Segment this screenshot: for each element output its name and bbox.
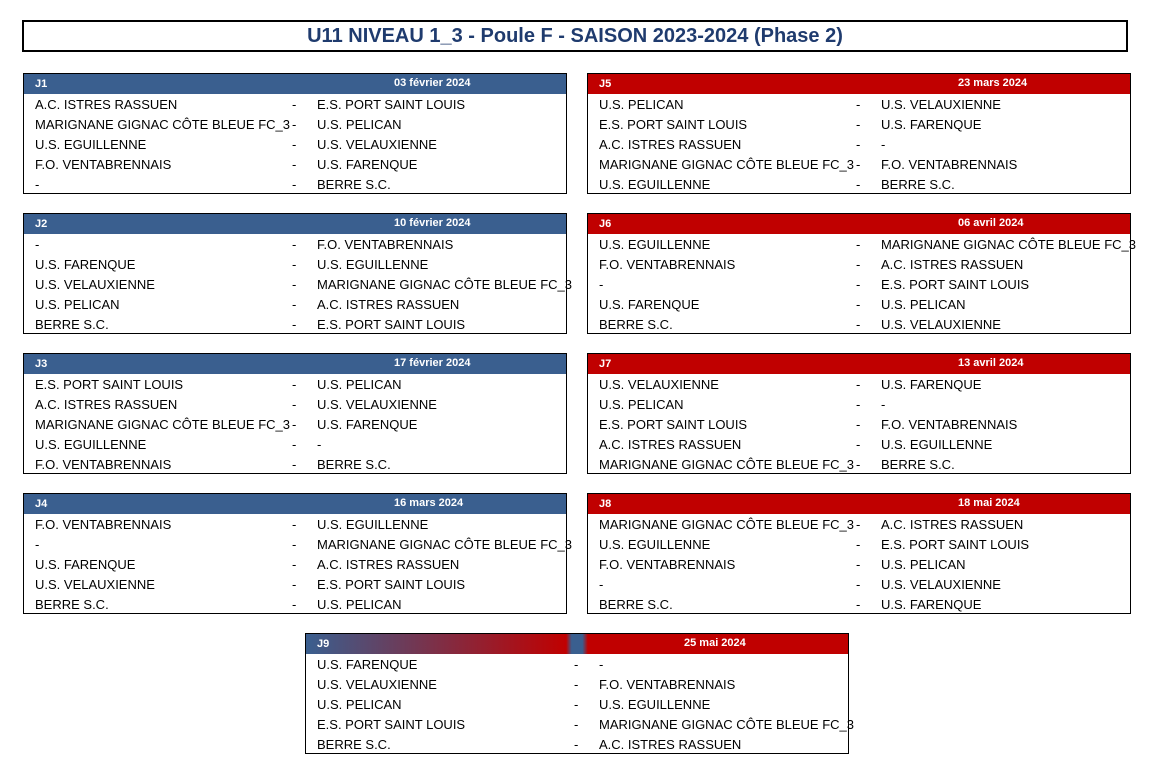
round-id: J3 xyxy=(35,358,48,370)
match-row xyxy=(588,454,1130,474)
home-team: U.S. PELICAN xyxy=(599,97,684,112)
away-team: U.S. EGUILLENNE xyxy=(599,697,711,712)
match-row xyxy=(24,254,566,274)
round-card xyxy=(23,493,572,614)
home-team: A.C. ISTRES RASSUEN xyxy=(35,97,178,112)
match-separator: - xyxy=(292,177,297,192)
round-card xyxy=(23,353,567,474)
away-team: U.S. PELICAN xyxy=(317,597,402,612)
match-separator: - xyxy=(292,157,297,172)
away-team: - xyxy=(881,137,886,152)
match-row xyxy=(24,134,566,154)
match-separator: - xyxy=(856,557,861,572)
away-team: A.C. ISTRES RASSUEN xyxy=(881,517,1024,532)
away-team: MARIGNANE GIGNAC CÔTE BLEUE FC_3 xyxy=(317,537,572,552)
away-team: U.S. VELAUXIENNE xyxy=(317,137,437,152)
home-team: E.S. PORT SAINT LOUIS xyxy=(599,117,748,132)
home-team: BERRE S.C. xyxy=(599,317,673,332)
home-team: U.S. EGUILLENNE xyxy=(35,137,147,152)
round-date: 18 mai 2024 xyxy=(958,497,1020,509)
home-team: E.S. PORT SAINT LOUIS xyxy=(35,377,184,392)
match-row xyxy=(24,114,566,134)
round-card xyxy=(587,493,1131,614)
away-team: MARIGNANE GIGNAC CÔTE BLEUE FC_3 xyxy=(599,717,854,732)
away-team: F.O. VENTABRENNAIS xyxy=(881,157,1018,172)
home-team: MARIGNANE GIGNAC CÔTE BLEUE FC_3 xyxy=(35,417,290,432)
match-row xyxy=(24,154,566,174)
home-team: U.S. VELAUXIENNE xyxy=(35,277,155,292)
home-team: BERRE S.C. xyxy=(317,737,391,752)
away-team: U.S. PELICAN xyxy=(881,297,966,312)
match-row xyxy=(588,514,1130,534)
home-team: U.S. EGUILLENNE xyxy=(599,237,711,252)
away-team: U.S. VELAUXIENNE xyxy=(881,97,1001,112)
away-team: U.S. EGUILLENNE xyxy=(317,517,429,532)
away-team: U.S. EGUILLENNE xyxy=(317,257,429,272)
round-id: J8 xyxy=(599,498,612,510)
match-separator: - xyxy=(292,517,297,532)
round-date: 06 avril 2024 xyxy=(958,217,1024,229)
home-team: F.O. VENTABRENNAIS xyxy=(599,257,736,272)
match-separator: - xyxy=(292,397,297,412)
away-team: E.S. PORT SAINT LOUIS xyxy=(881,277,1030,292)
round-header xyxy=(588,74,1130,94)
home-team: A.C. ISTRES RASSUEN xyxy=(599,137,742,152)
round-date: 23 mars 2024 xyxy=(958,77,1028,89)
home-team: BERRE S.C. xyxy=(35,317,109,332)
match-row xyxy=(588,174,1130,194)
match-separator: - xyxy=(856,577,861,592)
match-row xyxy=(24,434,566,454)
home-team: BERRE S.C. xyxy=(599,597,673,612)
match-row xyxy=(306,654,848,674)
home-team: U.S. PELICAN xyxy=(317,697,402,712)
match-separator: - xyxy=(856,97,861,112)
home-team: E.S. PORT SAINT LOUIS xyxy=(317,717,466,732)
match-row xyxy=(588,134,1130,154)
round-header xyxy=(588,354,1130,374)
round-header xyxy=(588,214,1130,234)
round-header xyxy=(588,494,1130,514)
match-separator: - xyxy=(856,117,861,132)
away-team: F.O. VENTABRENNAIS xyxy=(317,237,454,252)
home-team: U.S. PELICAN xyxy=(35,297,120,312)
match-separator: - xyxy=(292,437,297,452)
away-team: U.S. FARENQUE xyxy=(881,117,982,132)
match-separator: - xyxy=(856,597,861,612)
round-id: J9 xyxy=(317,638,330,650)
away-team: U.S. EGUILLENNE xyxy=(881,437,993,452)
round-header xyxy=(24,214,566,234)
home-team: MARIGNANE GIGNAC CÔTE BLEUE FC_3 xyxy=(599,457,854,472)
away-team: U.S. VELAUXIENNE xyxy=(881,317,1001,332)
match-separator: - xyxy=(292,117,297,132)
round-header xyxy=(306,634,848,654)
away-team: U.S. FARENQUE xyxy=(881,597,982,612)
away-team: E.S. PORT SAINT LOUIS xyxy=(317,97,466,112)
match-separator: - xyxy=(292,317,297,332)
away-team: A.C. ISTRES RASSUEN xyxy=(599,737,742,752)
match-row xyxy=(24,294,566,314)
match-row xyxy=(24,94,566,114)
match-separator: - xyxy=(292,537,297,552)
home-team: - xyxy=(599,277,604,292)
home-team: - xyxy=(35,177,40,192)
round-header xyxy=(24,494,566,514)
home-team: U.S. EGUILLENNE xyxy=(35,437,147,452)
match-separator: - xyxy=(574,697,579,712)
away-team: MARIGNANE GIGNAC CÔTE BLEUE FC_3 xyxy=(317,277,572,292)
match-separator: - xyxy=(856,317,861,332)
away-team: A.C. ISTRES RASSUEN xyxy=(881,257,1024,272)
match-row xyxy=(588,234,1136,254)
match-row xyxy=(588,594,1130,614)
away-team: BERRE S.C. xyxy=(317,457,391,472)
away-team: - xyxy=(599,657,604,672)
away-team: E.S. PORT SAINT LOUIS xyxy=(881,537,1030,552)
home-team: BERRE S.C. xyxy=(35,597,109,612)
match-separator: - xyxy=(856,297,861,312)
home-team: U.S. FARENQUE xyxy=(599,297,700,312)
round-date: 16 mars 2024 xyxy=(394,497,464,509)
home-team: U.S. EGUILLENNE xyxy=(599,537,711,552)
away-team: - xyxy=(881,397,886,412)
home-team: F.O. VENTABRENNAIS xyxy=(35,517,172,532)
away-team: U.S. VELAUXIENNE xyxy=(881,577,1001,592)
round-card xyxy=(23,73,567,194)
home-team: - xyxy=(35,237,40,252)
away-team: BERRE S.C. xyxy=(881,457,955,472)
round-card xyxy=(587,213,1136,334)
match-row xyxy=(588,154,1130,174)
round-date: 13 avril 2024 xyxy=(958,357,1024,369)
round-id: J1 xyxy=(35,78,48,90)
home-team: U.S. FARENQUE xyxy=(35,557,136,572)
away-team: U.S. FARENQUE xyxy=(317,417,418,432)
match-row xyxy=(588,434,1130,454)
round-id: J2 xyxy=(35,218,48,230)
match-separator: - xyxy=(292,97,297,112)
match-separator: - xyxy=(292,237,297,252)
home-team: U.S. VELAUXIENNE xyxy=(599,377,719,392)
home-team: F.O. VENTABRENNAIS xyxy=(35,457,172,472)
match-row xyxy=(588,294,1130,314)
round-id: J5 xyxy=(599,78,612,90)
match-separator: - xyxy=(292,257,297,272)
match-row xyxy=(24,554,566,574)
away-team: A.C. ISTRES RASSUEN xyxy=(317,297,460,312)
match-row xyxy=(306,714,854,734)
match-row xyxy=(24,314,566,334)
match-row xyxy=(24,374,566,394)
round-card xyxy=(587,73,1131,194)
match-separator: - xyxy=(856,397,861,412)
round-date: 25 mai 2024 xyxy=(684,637,746,649)
match-separator: - xyxy=(856,537,861,552)
home-team: U.S. PELICAN xyxy=(599,397,684,412)
away-team: U.S. PELICAN xyxy=(317,377,402,392)
away-team: E.S. PORT SAINT LOUIS xyxy=(317,577,466,592)
match-row xyxy=(306,734,848,754)
round-header xyxy=(24,354,566,374)
away-team: F.O. VENTABRENNAIS xyxy=(599,677,736,692)
match-separator: - xyxy=(856,437,861,452)
match-row xyxy=(588,114,1130,134)
match-row xyxy=(24,534,572,554)
match-separator: - xyxy=(574,717,579,732)
match-separator: - xyxy=(856,257,861,272)
match-separator: - xyxy=(292,297,297,312)
match-row xyxy=(306,694,848,714)
match-separator: - xyxy=(856,517,861,532)
match-row xyxy=(588,254,1130,274)
round-card xyxy=(305,633,854,754)
round-id: J6 xyxy=(599,218,612,230)
match-row xyxy=(588,94,1130,114)
round-date: 17 février 2024 xyxy=(394,357,471,369)
round-card xyxy=(587,353,1131,474)
round-id: J4 xyxy=(35,498,48,510)
match-row xyxy=(588,374,1130,394)
home-team: E.S. PORT SAINT LOUIS xyxy=(599,417,748,432)
match-row xyxy=(24,454,566,474)
match-row xyxy=(588,414,1130,434)
away-team: U.S. FARENQUE xyxy=(317,157,418,172)
match-separator: - xyxy=(292,137,297,152)
match-separator: - xyxy=(856,377,861,392)
match-row xyxy=(24,394,566,414)
home-team: A.C. ISTRES RASSUEN xyxy=(35,397,178,412)
match-row xyxy=(306,674,848,694)
home-team: U.S. VELAUXIENNE xyxy=(35,577,155,592)
match-row xyxy=(24,574,566,594)
match-row xyxy=(24,414,566,434)
page-title: U11 NIVEAU 1_3 - Poule F - SAISON 2023-2024 (Phase 2) xyxy=(22,20,1128,52)
match-row xyxy=(588,314,1130,334)
match-separator: - xyxy=(292,417,297,432)
match-row xyxy=(24,514,566,534)
match-separator: - xyxy=(292,377,297,392)
away-team: BERRE S.C. xyxy=(317,177,391,192)
match-separator: - xyxy=(292,577,297,592)
match-row xyxy=(588,274,1130,294)
match-separator: - xyxy=(292,457,297,472)
away-team: U.S. PELICAN xyxy=(881,557,966,572)
home-team: MARIGNANE GIGNAC CÔTE BLEUE FC_3 xyxy=(35,117,290,132)
away-team: F.O. VENTABRENNAIS xyxy=(881,417,1018,432)
match-separator: - xyxy=(292,557,297,572)
match-row xyxy=(588,554,1130,574)
match-row xyxy=(588,534,1130,554)
match-separator: - xyxy=(856,277,861,292)
away-team: MARIGNANE GIGNAC CÔTE BLEUE FC_3 xyxy=(881,237,1136,252)
match-separator: - xyxy=(856,157,861,172)
match-row xyxy=(24,174,566,194)
match-separator: - xyxy=(856,417,861,432)
home-team: MARIGNANE GIGNAC CÔTE BLEUE FC_3 xyxy=(599,157,854,172)
match-row xyxy=(24,234,566,254)
away-team: U.S. PELICAN xyxy=(317,117,402,132)
away-team: E.S. PORT SAINT LOUIS xyxy=(317,317,466,332)
round-date: 10 février 2024 xyxy=(394,217,471,229)
round-date: 03 février 2024 xyxy=(394,77,471,89)
home-team: U.S. VELAUXIENNE xyxy=(317,677,437,692)
match-separator: - xyxy=(856,457,861,472)
home-team: U.S. FARENQUE xyxy=(35,257,136,272)
home-team: U.S. EGUILLENNE xyxy=(599,177,711,192)
home-team: F.O. VENTABRENNAIS xyxy=(599,557,736,572)
match-separator: - xyxy=(574,657,579,672)
home-team: U.S. FARENQUE xyxy=(317,657,418,672)
round-id: J7 xyxy=(599,358,612,370)
home-team: A.C. ISTRES RASSUEN xyxy=(599,437,742,452)
match-separator: - xyxy=(856,237,861,252)
match-separator: - xyxy=(292,277,297,292)
home-team: F.O. VENTABRENNAIS xyxy=(35,157,172,172)
away-team: A.C. ISTRES RASSUEN xyxy=(317,557,460,572)
match-separator: - xyxy=(856,137,861,152)
home-team: - xyxy=(599,577,604,592)
away-team: U.S. FARENQUE xyxy=(881,377,982,392)
match-row xyxy=(24,274,572,294)
round-card xyxy=(23,213,572,334)
match-separator: - xyxy=(856,177,861,192)
away-team: BERRE S.C. xyxy=(881,177,955,192)
away-team: - xyxy=(317,437,322,452)
home-team: MARIGNANE GIGNAC CÔTE BLEUE FC_3 xyxy=(599,517,854,532)
match-separator: - xyxy=(574,677,579,692)
match-separator: - xyxy=(574,737,579,752)
match-row xyxy=(588,394,1130,414)
round-header xyxy=(24,74,566,94)
match-row xyxy=(24,594,566,614)
home-team: - xyxy=(35,537,40,552)
match-row xyxy=(588,574,1130,594)
match-separator: - xyxy=(292,597,297,612)
away-team: U.S. VELAUXIENNE xyxy=(317,397,437,412)
